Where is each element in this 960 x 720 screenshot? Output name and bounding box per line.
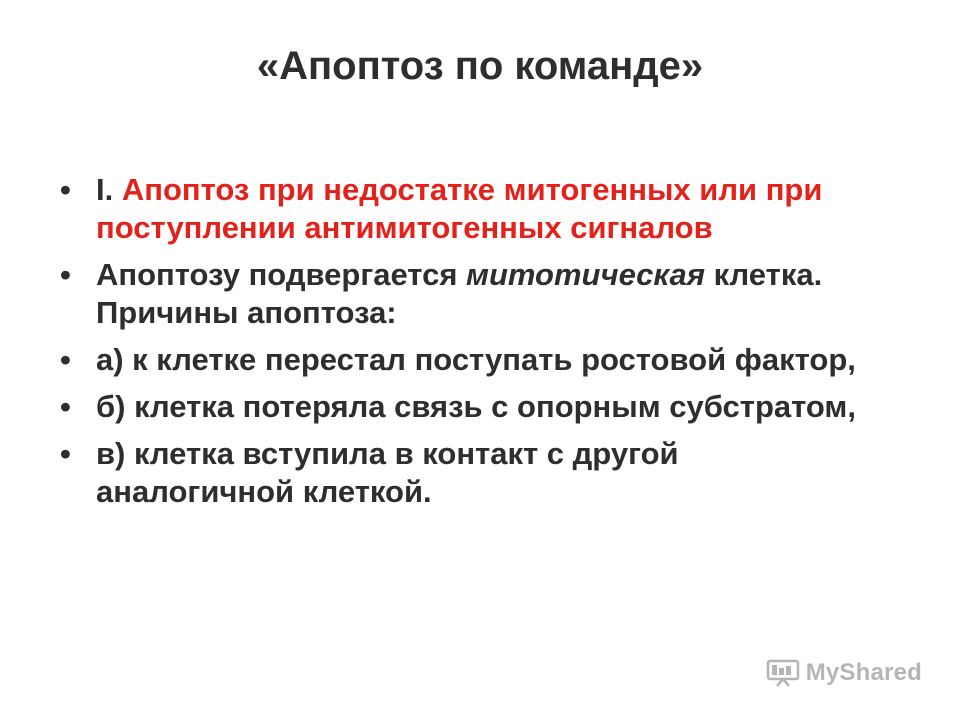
bullet-text: Апоптозу подвергается [96, 257, 467, 292]
bullet-text: в) клетка вступила в контакт с другой аналогичной клеткой. [96, 436, 679, 509]
bullet-marker: • [60, 436, 71, 471]
bullet-list [60, 171, 880, 520]
bullet-highlight-text: Апоптоз при недостатке митогенных или при поступлении антимитогенных сигналов [96, 172, 823, 245]
watermark-text: MyShared [805, 659, 922, 686]
bullet-text: б) клетка потеряла связь с опорным субстратом, [96, 389, 856, 424]
bullet-text: а) к клетке перестал поступать ростовой фактор, [96, 342, 856, 377]
bullet-item-3 [60, 341, 880, 379]
bullet-item-4 [60, 388, 880, 426]
bullet-marker: • [60, 389, 71, 424]
bullet-item-2 [60, 256, 880, 332]
watermark-logo [766, 658, 922, 688]
bullet-marker: • [60, 342, 71, 377]
bullet-prefix: I. [96, 172, 122, 207]
bullet-item-1 [60, 171, 880, 247]
presentation-board-icon [766, 658, 800, 688]
bullet-item-5 [60, 435, 880, 511]
bullet-italic-text: митотическая [466, 257, 706, 292]
slide-title: «Апоптоз по команде» [256, 44, 704, 88]
bullet-marker: • [60, 172, 71, 207]
bullet-marker: • [60, 257, 71, 292]
bullet-text-end: клетка. Причины апоптоза: [96, 257, 823, 330]
